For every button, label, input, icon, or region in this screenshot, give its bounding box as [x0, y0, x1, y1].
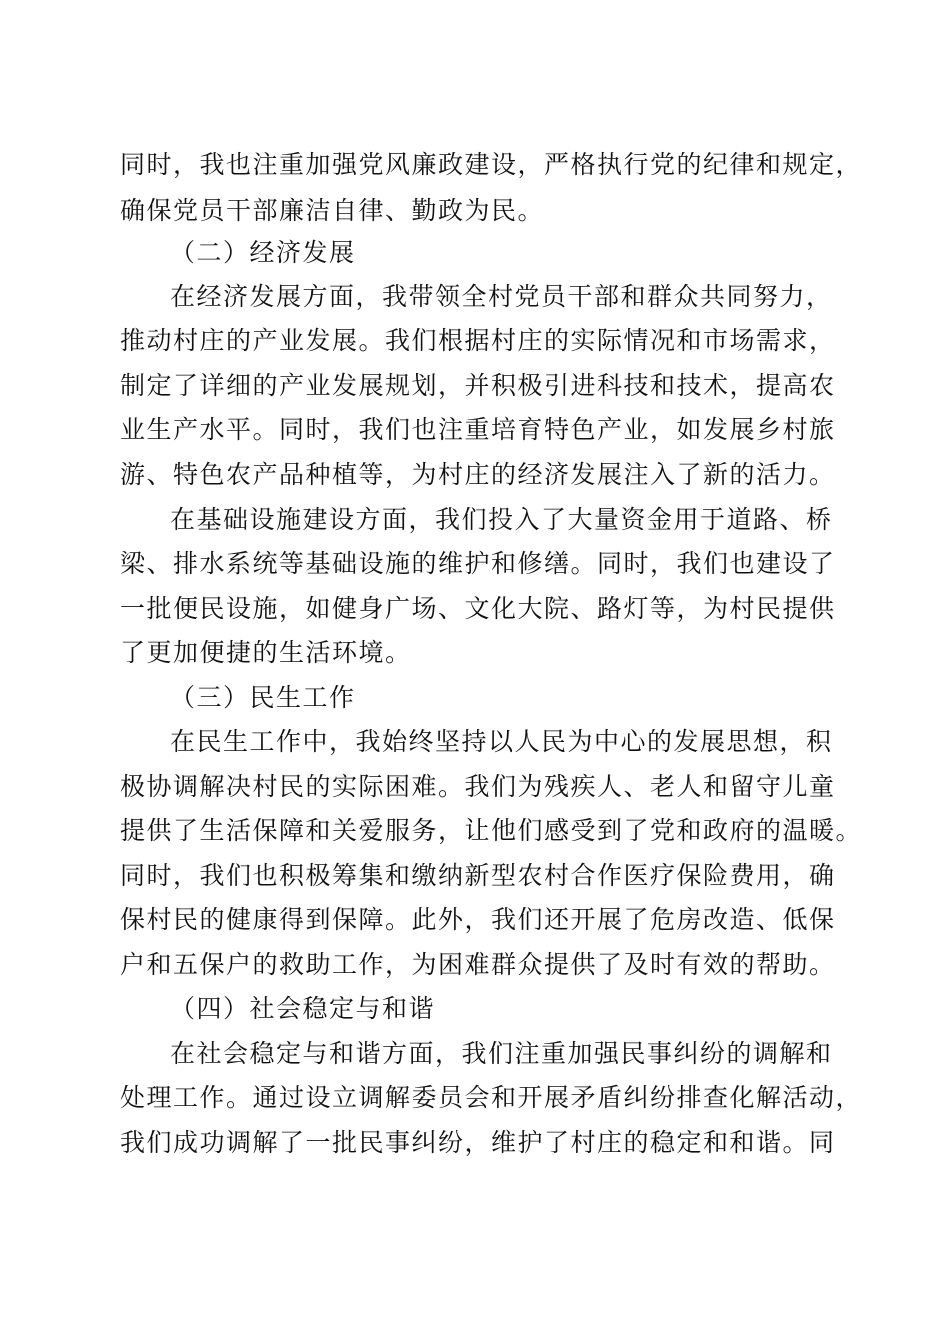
text-line: 梁、排水系统等基础设施的维护和修缮。同时，我们也建设了	[120, 549, 836, 578]
text-line: 处理工作。通过设立调解委员会和开展矛盾纠纷排查化解活动，	[120, 1083, 863, 1112]
text-line: 推动村庄的产业发展。我们根据村庄的实际情况和市场需求，	[120, 326, 836, 355]
text-line: 户和五保户的救助工作，为困难群众提供了及时有效的帮助。	[120, 950, 836, 979]
text-line: 保村民的健康得到保障。此外，我们还开展了危房改造、低保	[120, 905, 836, 934]
text-line: 极协调解决村民的实际困难。我们为残疾人、老人和留守儿童	[120, 772, 836, 801]
text-line: 同时，我也注重加强党风廉政建设，严格执行党的纪律和规定，	[120, 150, 863, 179]
text-line: 制定了详细的产业发展规划，并积极引进科技和技术，提高农	[120, 371, 836, 400]
text-line: 业生产水平。同时，我们也注重培育特色产业，如发展乡村旅	[120, 415, 836, 444]
section-heading-stability: （四）社会稳定与和谐	[170, 994, 436, 1023]
text-line: 确保党员干部廉洁自律、勤政为民。	[120, 196, 545, 225]
text-line: 在民生工作中，我始终坚持以人民为中心的发展思想，积	[170, 727, 833, 756]
text-line: 了更加便捷的生活环境。	[120, 638, 412, 667]
section-heading-economy: （二）经济发展	[170, 238, 356, 267]
text-line: 在基础设施建设方面，我们投入了大量资金用于道路、桥	[170, 505, 833, 534]
text-line: 同时，我们也积极筹集和缴纳新型农村合作医疗保险费用，确	[120, 861, 836, 890]
text-line: 我们成功调解了一批民事纠纷，维护了村庄的稳定和和谐。同	[120, 1128, 836, 1157]
text-line: 游、特色农产品种植等，为村庄的经济发展注入了新的活力。	[120, 460, 836, 489]
text-line: 一批便民设施，如健身广场、文化大院、路灯等，为村民提供	[120, 594, 836, 623]
section-heading-livelihood: （三）民生工作	[170, 683, 356, 712]
text-line: 在社会稳定与和谐方面，我们注重加强民事纠纷的调解和	[170, 1039, 833, 1068]
text-line: 提供了生活保障和关爱服务，让他们感受到了党和政府的温暖。	[120, 816, 863, 845]
text-line: 在经济发展方面，我带领全村党员干部和群众共同努力，	[170, 282, 833, 311]
